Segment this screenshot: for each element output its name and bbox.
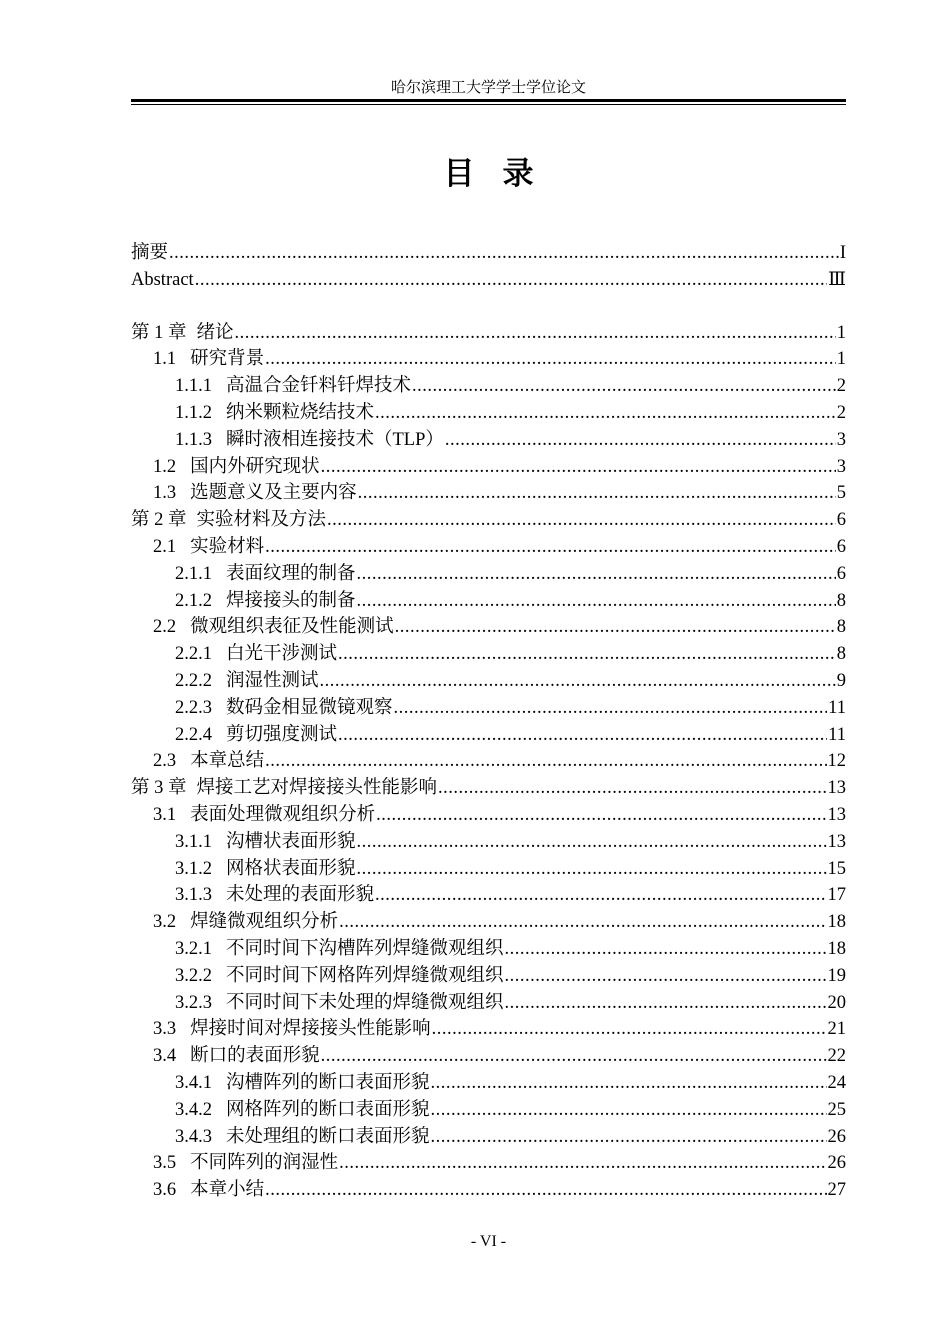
toc-leader-dots xyxy=(357,829,827,856)
toc-entry-page: 13 xyxy=(827,778,846,799)
toc-leader-dots xyxy=(431,1097,827,1124)
toc-entry-label xyxy=(153,909,338,936)
toc-leader-dots xyxy=(445,427,836,454)
toc-entry-text: 焊缝微观组织分析 xyxy=(190,912,339,933)
toc-leader-dots xyxy=(357,561,836,588)
toc-entry-label xyxy=(175,1070,430,1097)
toc-entry-label xyxy=(175,882,374,909)
toc-entry-number: 3.1.2 xyxy=(175,858,212,879)
toc-entry-text: 焊接工艺对焊接接头性能影响 xyxy=(196,778,438,799)
toc-entry-page: 24 xyxy=(827,1072,846,1093)
toc-entry-label xyxy=(153,1177,264,1204)
toc-entry-number: 第 1 章 xyxy=(131,322,187,343)
toc-entry-label xyxy=(153,346,264,373)
toc-entry-text: 白光干涉测试 xyxy=(226,644,338,665)
toc-entry-number: 2.3 xyxy=(153,751,177,772)
toc-entry-label xyxy=(153,802,375,829)
toc-subsection-entry[interactable] xyxy=(131,722,846,749)
toc-entry-page: I xyxy=(839,243,846,263)
toc-leader-dots xyxy=(265,534,836,561)
toc-subsection-entry[interactable] xyxy=(131,856,846,883)
toc-entry-number: 3.4 xyxy=(153,1046,177,1067)
toc-entry-text: 焊接时间对焊接接头性能影响 xyxy=(190,1019,431,1040)
toc-entry-text: 不同阵列的润湿性 xyxy=(190,1153,339,1174)
toc-leader-dots xyxy=(376,802,826,829)
toc-subsection-entry[interactable] xyxy=(131,400,846,427)
toc-entry-number: 2.1 xyxy=(153,536,177,557)
toc-entry-number: 2.2.1 xyxy=(175,644,212,665)
toc-entry-text: 研究背景 xyxy=(190,349,265,370)
toc-entry-label: Abstract xyxy=(131,269,194,290)
toc-subsection-entry[interactable] xyxy=(131,882,846,909)
toc-entry-page: 1 xyxy=(836,322,846,343)
toc-entry-text: 润湿性测试 xyxy=(226,670,319,691)
toc-entry-text: 绪论 xyxy=(196,322,234,343)
toc-section-entry[interactable] xyxy=(131,480,846,507)
toc-entry-number: 3.1.3 xyxy=(175,885,212,906)
toc-leader-dots xyxy=(339,1150,826,1177)
toc-entry-label xyxy=(175,963,504,990)
toc-entry-number: 3.1 xyxy=(153,804,177,825)
toc-section-entry[interactable] xyxy=(131,802,846,829)
toc-entry-page: 15 xyxy=(827,858,846,879)
toc-entry-label xyxy=(175,990,504,1017)
toc-entry-number: 3.1.1 xyxy=(175,831,212,852)
toc-leader-dots xyxy=(169,240,839,267)
running-header: 哈尔滨理工大学学士学位论文 xyxy=(390,80,586,96)
toc-entry-text: 焊接接头的制备 xyxy=(226,590,356,611)
toc-entry-label xyxy=(153,534,264,561)
toc-subsection-entry[interactable] xyxy=(131,588,846,615)
toc-leader-dots xyxy=(505,963,827,990)
toc-subsection-entry[interactable] xyxy=(131,963,846,990)
toc-entry-page: 5 xyxy=(836,483,846,504)
toc-entry-label xyxy=(175,856,356,883)
toc-subsection-entry[interactable] xyxy=(131,561,846,588)
toc-leader-dots xyxy=(338,722,827,749)
toc-entry-page: 9 xyxy=(836,670,846,691)
toc-entry-number: 3.2.1 xyxy=(175,938,212,959)
toc-section-entry[interactable] xyxy=(131,346,846,373)
toc-section-entry[interactable] xyxy=(131,1177,846,1204)
toc-leader-dots xyxy=(195,267,827,294)
toc-section-entry[interactable] xyxy=(131,1150,846,1177)
toc-entry-page: 26 xyxy=(827,1126,846,1147)
toc-leader-dots xyxy=(321,454,836,481)
toc-entry-text: 纳米颗粒烧结技术 xyxy=(226,402,375,423)
toc-entry-text: 不同时间下沟槽阵列焊缝微观组织 xyxy=(226,938,504,959)
toc-entry-page: 11 xyxy=(828,697,846,718)
toc-entry-page: 21 xyxy=(827,1019,846,1040)
toc-entry-label xyxy=(153,1043,320,1070)
toc-entry-text: 表面处理微观组织分析 xyxy=(190,804,376,825)
toc-entry-number: 2.1.1 xyxy=(175,563,212,584)
toc-entry-label xyxy=(175,1124,430,1151)
toc-entry-label xyxy=(175,588,356,615)
toc-entry-label xyxy=(131,775,437,802)
toc-entry-label xyxy=(175,641,337,668)
toc-title: 目录 xyxy=(443,156,562,192)
toc-section-entry[interactable] xyxy=(131,614,846,641)
toc-entry-page: 6 xyxy=(836,563,846,584)
toc-leader-dots xyxy=(505,990,827,1017)
toc-entry-text: 实验材料 xyxy=(190,536,265,557)
toc-entry-page: 6 xyxy=(836,510,846,531)
toc-entry-text: 沟槽阵列的断口表面形貌 xyxy=(226,1072,430,1093)
toc-entry-number: 3.2 xyxy=(153,912,177,933)
toc-leader-dots xyxy=(375,882,826,909)
toc-chapter-entry[interactable] xyxy=(131,507,846,534)
toc-section-entry[interactable] xyxy=(131,454,846,481)
toc-subsection-entry[interactable] xyxy=(131,641,846,668)
toc-entry-page: 8 xyxy=(836,590,846,611)
toc-section-entry[interactable] xyxy=(131,748,846,775)
toc-subsection-entry[interactable] xyxy=(131,1097,846,1124)
toc-entry-page: 20 xyxy=(827,992,846,1013)
toc-entry-number: 第 2 章 xyxy=(131,510,187,531)
toc-subsection-entry[interactable] xyxy=(131,668,846,695)
toc-leader-dots xyxy=(438,775,826,802)
toc-entry-page: 18 xyxy=(827,938,846,959)
toc-entry-label xyxy=(153,1016,431,1043)
toc-section-entry[interactable] xyxy=(131,1016,846,1043)
toc-entry-number: 1.1.1 xyxy=(175,376,212,397)
toc-leader-dots xyxy=(412,373,836,400)
toc-entry-page: 17 xyxy=(827,885,846,906)
toc-entry-number: 2.2.4 xyxy=(175,724,212,745)
toc-leader-dots xyxy=(394,695,828,722)
toc-subsection-entry[interactable] xyxy=(131,1124,846,1151)
toc-entry-page: 26 xyxy=(827,1153,846,1174)
toc-entry-page: 3 xyxy=(836,456,846,477)
toc-entry-text: 未处理的表面形貌 xyxy=(226,885,375,906)
toc-leader-dots xyxy=(358,480,836,507)
toc-entry-page: 8 xyxy=(836,644,846,665)
toc-entry-text: 数码金相显微镜观察 xyxy=(226,697,393,718)
toc-entry-number: 3.4.2 xyxy=(175,1099,212,1120)
toc-leader-dots xyxy=(320,668,836,695)
toc-entry-label xyxy=(175,561,356,588)
toc-entry-text: 实验材料及方法 xyxy=(196,510,327,531)
toc-entry-text: 网格状表面形貌 xyxy=(226,858,356,879)
toc-subsection-entry[interactable] xyxy=(131,373,846,400)
toc-entry-number: 1.1 xyxy=(153,349,177,370)
toc-entry-text: 国内外研究现状 xyxy=(190,456,320,477)
toc-subsection-entry[interactable] xyxy=(131,829,846,856)
toc-entry-page: Ⅲ xyxy=(828,269,846,290)
toc-entry-page: 11 xyxy=(828,724,846,745)
toc-subsection-entry[interactable] xyxy=(131,990,846,1017)
toc-entry-number: 2.1.2 xyxy=(175,590,212,611)
toc-leader-dots xyxy=(235,320,836,347)
toc-entry-page: 2 xyxy=(836,376,846,397)
toc-list xyxy=(131,240,846,1204)
toc-entry-label xyxy=(175,373,411,400)
toc-entry-abstract-en[interactable] xyxy=(131,267,846,294)
toc-entry-text: 高温合金钎料钎焊技术 xyxy=(226,376,412,397)
toc-entry-text: 不同时间下网格阵列焊缝微观组织 xyxy=(226,965,504,986)
toc-entry-label xyxy=(175,695,393,722)
toc-entry-page: 13 xyxy=(827,831,846,852)
toc-leader-dots xyxy=(321,1043,827,1070)
toc-entry-number: 1.3 xyxy=(153,483,177,504)
toc-entry-page: 2 xyxy=(836,402,846,423)
toc-entry-text: 本章小结 xyxy=(190,1180,265,1201)
toc-chapter-entry[interactable] xyxy=(131,775,846,802)
toc-chapter-entry[interactable] xyxy=(131,320,846,347)
toc-entry-number: 3.6 xyxy=(153,1180,177,1201)
toc-entry-text: 微观组织表征及性能测试 xyxy=(190,617,394,638)
toc-entry-label xyxy=(175,936,504,963)
toc-section-entry[interactable] xyxy=(131,909,846,936)
toc-entry-number: 1.1.3 xyxy=(175,429,212,450)
toc-subsection-entry[interactable] xyxy=(131,936,846,963)
toc-entry-label xyxy=(175,668,319,695)
toc-entry-number: 3.5 xyxy=(153,1153,177,1174)
toc-entry-abstract-cn[interactable] xyxy=(131,240,846,267)
toc-entry-number: 第 3 章 xyxy=(131,778,187,799)
toc-entry-page: 22 xyxy=(827,1046,846,1067)
toc-leader-dots xyxy=(265,1177,826,1204)
toc-leader-dots xyxy=(431,1070,827,1097)
toc-leader-dots xyxy=(357,588,836,615)
toc-entry-text: 本章总结 xyxy=(190,751,265,772)
toc-entry-label xyxy=(131,507,326,534)
toc-entry-label xyxy=(153,1150,338,1177)
toc-entry-text: 瞬时液相连接技术（TLP） xyxy=(226,429,444,450)
header-rule-thick xyxy=(131,99,846,102)
toc-entry-page: 19 xyxy=(827,965,846,986)
toc-entry-number: 2.2 xyxy=(153,617,177,638)
toc-entry-label xyxy=(153,614,394,641)
toc-leader-dots xyxy=(432,1016,827,1043)
toc-leader-dots xyxy=(327,507,836,534)
toc-entry-number: 3.4.1 xyxy=(175,1072,212,1093)
toc-entry-label xyxy=(175,1097,430,1124)
toc-entry-label xyxy=(153,480,357,507)
toc-entry-label: 摘要 xyxy=(131,243,169,263)
page-number: - VI - xyxy=(470,1233,507,1250)
toc-entry-page: 12 xyxy=(827,751,846,772)
toc-entry-text: 断口的表面形貌 xyxy=(190,1046,320,1067)
toc-entry-label xyxy=(153,748,264,775)
toc-leader-dots xyxy=(431,1124,827,1151)
toc-entry-page: 3 xyxy=(836,429,846,450)
toc-entry-page: 1 xyxy=(836,349,846,370)
header-rule-thin xyxy=(131,104,846,105)
toc-entry-number: 1.1.2 xyxy=(175,402,212,423)
toc-entry-text: 表面纹理的制备 xyxy=(226,563,356,584)
toc-entry-label xyxy=(153,454,320,481)
toc-entry-page: 13 xyxy=(827,804,846,825)
toc-entry-number: 2.2.2 xyxy=(175,670,212,691)
toc-leader-dots xyxy=(357,856,827,883)
toc-leader-dots xyxy=(375,400,836,427)
toc-subsection-entry[interactable] xyxy=(131,427,846,454)
toc-subsection-entry[interactable] xyxy=(131,1070,846,1097)
toc-leader-dots xyxy=(338,641,836,668)
toc-entry-number: 3.2.3 xyxy=(175,992,212,1013)
toc-leader-dots xyxy=(505,936,827,963)
toc-entry-page: 18 xyxy=(827,912,846,933)
toc-leader-dots xyxy=(265,346,836,373)
toc-entry-text: 剪切强度测试 xyxy=(226,724,338,745)
toc-entry-label xyxy=(175,427,444,454)
toc-leader-dots xyxy=(265,748,826,775)
toc-entry-number: 1.2 xyxy=(153,456,177,477)
toc-entry-page: 6 xyxy=(836,536,846,557)
toc-entry-text: 未处理组的断口表面形貌 xyxy=(226,1126,430,1147)
toc-entry-text: 网格阵列的断口表面形貌 xyxy=(226,1099,430,1120)
toc-entry-label xyxy=(175,400,374,427)
toc-subsection-entry[interactable] xyxy=(131,695,846,722)
toc-entry-page: 27 xyxy=(827,1180,846,1201)
toc-leader-dots xyxy=(395,614,836,641)
toc-entry-number: 3.4.3 xyxy=(175,1126,212,1147)
toc-entry-page: 25 xyxy=(827,1099,846,1120)
toc-section-entry[interactable] xyxy=(131,534,846,561)
toc-entry-number: 3.3 xyxy=(153,1019,177,1040)
toc-entry-text: 选题意义及主要内容 xyxy=(190,483,357,504)
toc-leader-dots xyxy=(339,909,826,936)
toc-entry-label xyxy=(175,829,356,856)
toc-entry-number: 2.2.3 xyxy=(175,697,212,718)
toc-entry-label xyxy=(131,320,234,347)
toc-section-entry[interactable] xyxy=(131,1043,846,1070)
toc-entry-text: 沟槽状表面形貌 xyxy=(226,831,356,852)
toc-entry-text: 不同时间下未处理的焊缝微观组织 xyxy=(226,992,504,1013)
toc-entry-page: 8 xyxy=(836,617,846,638)
toc-entry-label xyxy=(175,722,337,749)
toc-entry-number: 3.2.2 xyxy=(175,965,212,986)
